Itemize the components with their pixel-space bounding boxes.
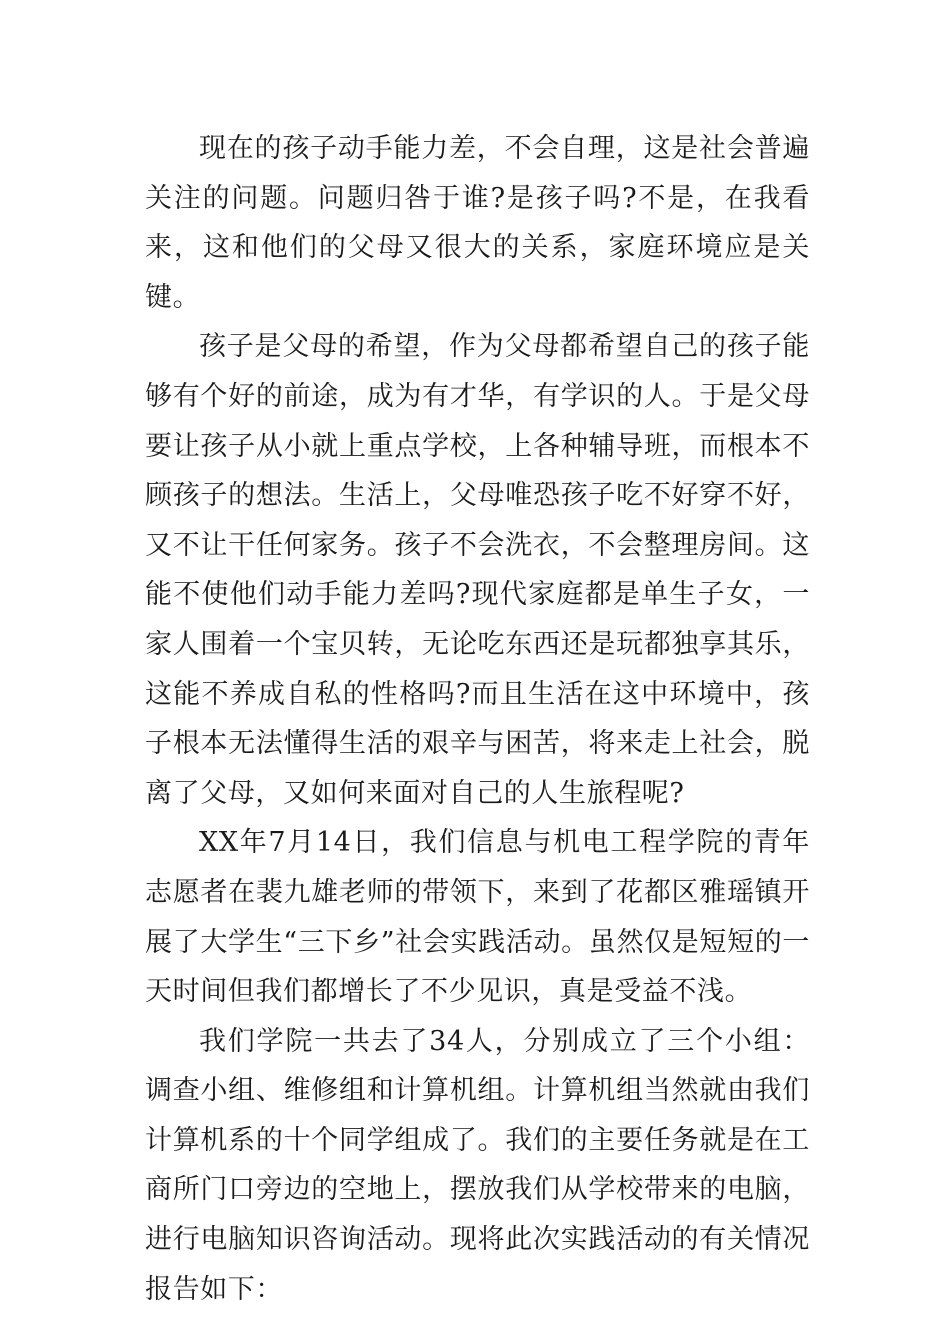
paragraph-1: 现在的孩子动手能力差，不会自理，这是社会普遍关注的问题。问题归咎于谁?是孩子吗?不是，在我看来，这和他们的父母又很大的关系，家庭环境应是关键。	[145, 133, 810, 313]
paragraph-2: 孩子是父母的希望，作为父母都希望自己的孩子能够有个好的前途，成为有才华，有学识的人。于是父母要让孩子从小就上重点学校，上各种辅导班，而根本不顾孩子的想法。生活上，父母唯恐孩子吃不好穿不好，又不让干任何家务。孩子不会洗衣，不会整理房间。这能不使他们动手能力差吗?现代家庭都是单生子女，一家人围着一个宝贝转，无论吃东西还是玩都独享其乐，这能不养成自私的性格吗?而且生活在这中环境中，孩子根本无法懂得生活的艰辛与困苦，将来走上社会，脱离了父母，又如何来面对自己的人生旅程呢?	[145, 331, 810, 809]
paragraph-3: XX年7月14日，我们信息与机电工程学院的青年志愿者在裴九雄老师的带领下，来到了花都区雅瑶镇开展了大学生“三下乡”社会实践活动。虽然仅是短短的一天时间但我们都增长了不少见识，真是受益不浅。	[145, 827, 810, 1008]
document-body	[145, 124, 810, 1314]
paragraph-4: 我们学院一共去了34人，分别成立了三个小组：调查小组、维修组和计算机组。计算机组当然就由我们计算机系的十个同学组成了。我们的主要任务就是在工商所门口旁边的空地上，摆放我们从学校带来的电脑，进行电脑知识咨询活动。现将此次实践活动的有关情况报告如下：	[145, 1025, 810, 1305]
